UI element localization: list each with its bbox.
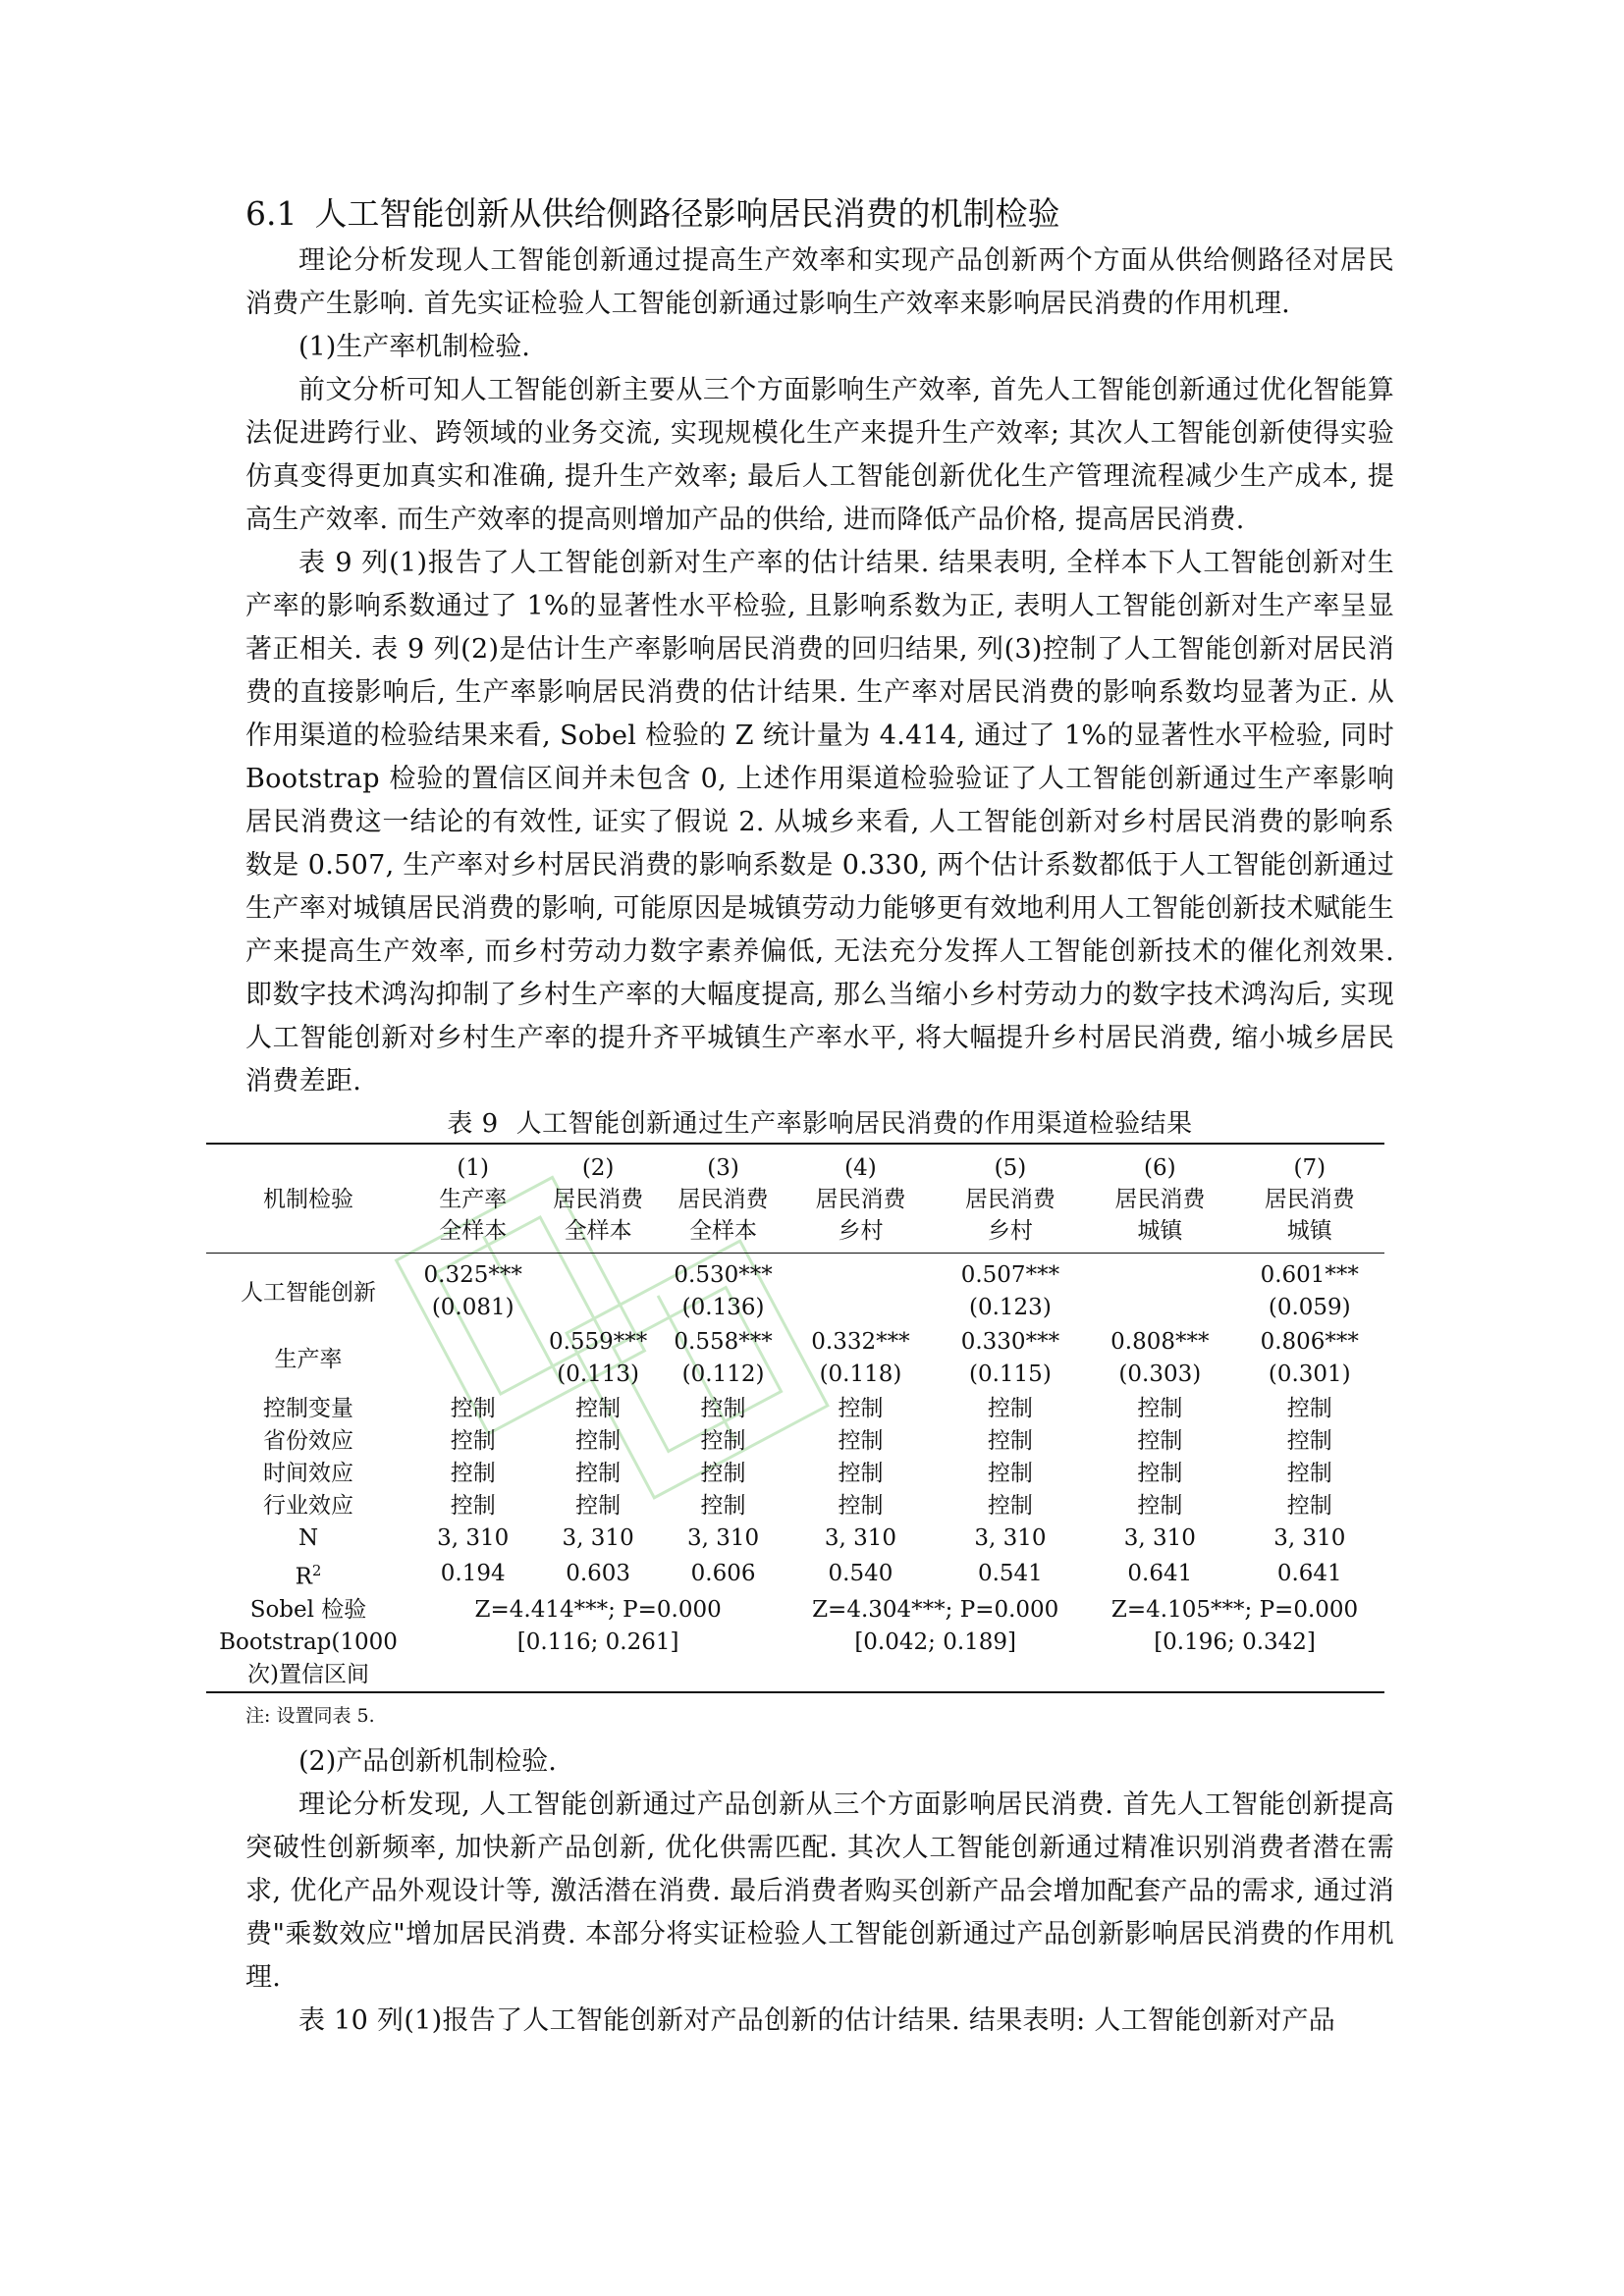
table-caption xyxy=(245,1105,1394,1143)
table-cell: 控制 xyxy=(1137,1428,1183,1454)
table-cell: (0.059) xyxy=(1268,1295,1351,1320)
table-cell: (0.136) xyxy=(681,1295,765,1320)
row-label: N xyxy=(298,1525,319,1551)
table-cell: (0.112) xyxy=(681,1362,765,1387)
table-cell: 控制 xyxy=(575,1428,622,1454)
table-cell: [0.116; 0.261] xyxy=(516,1629,679,1655)
table-cell: 0.641 xyxy=(1276,1561,1342,1587)
table-cell: 控制 xyxy=(987,1461,1033,1486)
table-cell: 控制 xyxy=(575,1493,622,1519)
table-cell: 3, 310 xyxy=(686,1525,760,1551)
row-label: 时间效应 xyxy=(263,1461,353,1486)
table-note: 注: 设置同表 5. xyxy=(245,1704,375,1727)
table-cell: 控制 xyxy=(838,1396,884,1421)
table-row-industry-fe xyxy=(206,1490,1384,1522)
table-cell: 控制 xyxy=(1286,1428,1332,1454)
table-cell: 0.194 xyxy=(440,1561,506,1587)
table-cell: 控制 xyxy=(450,1396,496,1421)
table-cell: 控制 xyxy=(1286,1396,1332,1421)
table-cell: 3, 310 xyxy=(1123,1525,1196,1551)
table-row-province-fe xyxy=(206,1425,1384,1458)
table-cell: 控制 xyxy=(575,1461,622,1486)
subsection-heading: (2)产品创新机制检验. xyxy=(298,1745,557,1777)
subsection-heading: (1)生产率机制检验. xyxy=(298,332,530,362)
table-cell: 控制 xyxy=(450,1428,496,1454)
table-cell: 0.325*** xyxy=(423,1262,522,1288)
table-cell: (0.113) xyxy=(557,1362,640,1387)
table-cell: 0.641 xyxy=(1127,1561,1193,1587)
table-cell: 3, 310 xyxy=(1273,1525,1346,1551)
paragraph: 前文分析可知人工智能创新主要从三个方面影响生产效率, 首先人工智能创新通过优化智能算法促进跨行业、跨领域的业务交流, 实现规模化生产来提升生产效率; 其次人工智能创新使得实验仿真变得更加真实和准确, 提升生产效率; 最后人工智能创新优化生产管理流程减少生产成本, 提高生产效率. 而生产效率的提高则增加产品的供给, 进而降低产品价格, 提高居民消费. xyxy=(245,375,1394,535)
table-cell xyxy=(410,1359,535,1393)
table-cell: [0.042; 0.189] xyxy=(854,1629,1017,1655)
table-row-controls xyxy=(206,1393,1384,1425)
table-cell: 3, 310 xyxy=(437,1525,510,1551)
table-cell: (0.115) xyxy=(969,1362,1052,1387)
row-label: 行业效应 xyxy=(263,1493,353,1519)
table-cell: (0.301) xyxy=(1268,1362,1351,1387)
table-cell: (0.081) xyxy=(431,1295,514,1320)
table-cell: (0.118) xyxy=(819,1362,902,1387)
paragraph: 理论分析发现人工智能创新通过提高生产效率和实现产品创新两个方面从供给侧路径对居民消费产生影响. 首先实证检验人工智能创新通过影响生产效率来影响居民消费的作用机理. xyxy=(245,245,1394,319)
table-cell: (0.303) xyxy=(1118,1362,1202,1387)
table-cell xyxy=(1085,1292,1234,1326)
table-cell: [0.196; 0.342] xyxy=(1154,1629,1316,1655)
table-cell: Z=4.304***; P=0.000 xyxy=(812,1596,1059,1623)
table-cell: 0.541 xyxy=(977,1561,1043,1587)
table-cell: 控制 xyxy=(838,1461,884,1486)
table-cell: 控制 xyxy=(987,1493,1033,1519)
table-cell: 0.601*** xyxy=(1260,1262,1359,1288)
table-cell: 3, 310 xyxy=(562,1525,634,1551)
table-row-n xyxy=(206,1522,1384,1555)
table-cell: 控制 xyxy=(700,1493,746,1519)
table-cell: 0.530*** xyxy=(674,1262,773,1288)
results-table xyxy=(206,1143,1384,1693)
column-header: (2) 居民消费 全样本 xyxy=(535,1144,660,1254)
table-cell: 控制 xyxy=(1137,1493,1183,1519)
section-title: 人工智能创新从供给侧路径影响居民消费的机制检验 xyxy=(314,194,1060,233)
table-cell: 控制 xyxy=(1137,1461,1183,1486)
table-cell: 0.558*** xyxy=(674,1329,773,1355)
section-number: 6.1 xyxy=(245,194,298,233)
table-cell: 0.559*** xyxy=(548,1329,648,1355)
table-header-row xyxy=(206,1144,1384,1254)
table-cell: 0.330*** xyxy=(960,1329,1060,1355)
column-header: (4) 居民消费 乡村 xyxy=(785,1144,935,1254)
row-label: Sobel 检验 xyxy=(249,1596,367,1623)
table-cell: 0.507*** xyxy=(960,1262,1060,1288)
table-cell: 控制 xyxy=(838,1493,884,1519)
table-cell: Z=4.414***; P=0.000 xyxy=(474,1596,722,1623)
paragraph: 表 9 列(1)报告了人工智能创新对生产率的估计结果. 结果表明, 全样本下人工智能创新对生产率的影响系数通过了 1%的显著性水平检验, 且影响系数为正, 表明人工智能创新对生产率呈显著正相关. 表 9 列(2)是估计生产率影响居民消费的回归结果, 列(3)控制了人工智能创新对居民消费的直接影响后, 生产率影响居民消费的估计结果. 生产率对居民消费的影响系数均显著为正. 从作用渠道的检验结果来看, Sobel 检验的 Z 统计量为 4.414, 通过了 1%的显著性水平检验, 同时 Bootstrap 检验的置信区间并未包含 0, 上述作用渠道检验验证了人工智能创新通过生产率影响居民消费这一结论的有效性, 证实了假说 2. 从城乡来看, 人工智能创新对乡村居民消费的影响系数是 0.507, 生产率对乡村居民消费的影响系数是 0.330, 两个估计系数都低于人工智能创新通过生产率对城镇居民消费的影响, 可能原因是城镇劳动力能够更有效地利用人工智能创新技术赋能生产来提高生产效率, 而乡村劳动力数字素养偏低, 无法充分发挥人工智能创新技术的催化剂效果. 即数字技术鸿沟抑制了乡村生产率的大幅度提高, 那么当缩小乡村劳动力的数字技术鸿沟后, 实现人工智能创新对乡村生产率的提升齐平城镇生产率水平, 将大幅提升乡村居民消费, 缩小城乡居民消费差距. xyxy=(245,548,1394,1096)
table-cell: 0.606 xyxy=(690,1561,756,1587)
table-cell: 控制 xyxy=(838,1428,884,1454)
table-cell: 控制 xyxy=(700,1428,746,1454)
table-row-bootstrap xyxy=(206,1627,1384,1692)
table-cell: 控制 xyxy=(700,1461,746,1486)
table-corner: 机制检验 xyxy=(206,1144,410,1254)
row-label: 控制变量 xyxy=(263,1396,353,1421)
table-cell: 控制 xyxy=(987,1396,1033,1421)
table-cell: 0.808*** xyxy=(1110,1329,1210,1355)
paragraph: 理论分析发现, 人工智能创新通过产品创新从三个方面影响居民消费. 首先人工智能创新提高突破性创新频率, 加快新产品创新, 优化供需匹配. 其次人工智能创新通过精准识别消费者潜在需求, 优化产品外观设计等, 激活潜在消费. 最后消费者购买创新产品会增加配套产品的需求, 通过消费"乘数效应"增加居民消费. 本部分将实证检验人工智能创新通过产品创新影响居民消费的作用机理. xyxy=(245,1789,1394,1993)
paragraph: 表 10 列(1)报告了人工智能创新对产品创新的估计结果. 结果表明: 人工智能创新对产品 xyxy=(298,2004,1336,2036)
row-label: 生产率 xyxy=(274,1346,343,1372)
table-row-prod-coef xyxy=(206,1326,1384,1359)
table-cell xyxy=(535,1254,660,1293)
table-cell: 控制 xyxy=(575,1396,622,1421)
table-cell xyxy=(535,1292,660,1326)
table-cell: 3, 310 xyxy=(974,1525,1047,1551)
table-number: 表 9 xyxy=(447,1109,499,1139)
table-row-ai-coef xyxy=(206,1254,1384,1293)
table-cell xyxy=(785,1254,935,1293)
table-cell: Z=4.105***; P=0.000 xyxy=(1110,1596,1359,1623)
row-label: 人工智能创新 xyxy=(241,1279,376,1306)
section-heading xyxy=(245,192,1394,236)
table-cell: 0.540 xyxy=(828,1561,893,1587)
column-header: (3) 居民消费 全样本 xyxy=(661,1144,785,1254)
table-row-sobel xyxy=(206,1594,1384,1627)
table-cell: 控制 xyxy=(1286,1493,1332,1519)
table-cell: 0.332*** xyxy=(811,1329,910,1355)
table-cell: 控制 xyxy=(700,1396,746,1421)
table-cell xyxy=(785,1292,935,1326)
column-header: (7) 居民消费 城镇 xyxy=(1235,1144,1384,1254)
row-label: $R^2$ xyxy=(295,1562,322,1590)
table-cell xyxy=(1085,1254,1234,1293)
table-cell: 控制 xyxy=(450,1493,496,1519)
row-label: Bootstrap(1000 次)置信区间 xyxy=(219,1629,398,1687)
table-cell: 0.806*** xyxy=(1260,1329,1359,1355)
table-title: 人工智能创新通过生产率影响居民消费的作用渠道检验结果 xyxy=(515,1109,1193,1139)
row-label: 省份效应 xyxy=(263,1428,353,1454)
table-cell: 0.603 xyxy=(566,1561,631,1587)
column-header: (1) 生产率 全样本 xyxy=(410,1144,535,1254)
paper-page xyxy=(219,192,1394,2043)
table-cell: 控制 xyxy=(1286,1461,1332,1486)
table-row-r2 xyxy=(206,1555,1384,1594)
column-header: (5) 居民消费 乡村 xyxy=(936,1144,1085,1254)
table-cell: 控制 xyxy=(1137,1396,1183,1421)
table-cell: 控制 xyxy=(987,1428,1033,1454)
table-cell: (0.123) xyxy=(969,1295,1052,1320)
table-row-time-fe xyxy=(206,1458,1384,1490)
column-header: (6) 居民消费 城镇 xyxy=(1085,1144,1234,1254)
table-cell xyxy=(410,1326,535,1359)
table-cell: 控制 xyxy=(450,1461,496,1486)
table-cell: 3, 310 xyxy=(824,1525,897,1551)
